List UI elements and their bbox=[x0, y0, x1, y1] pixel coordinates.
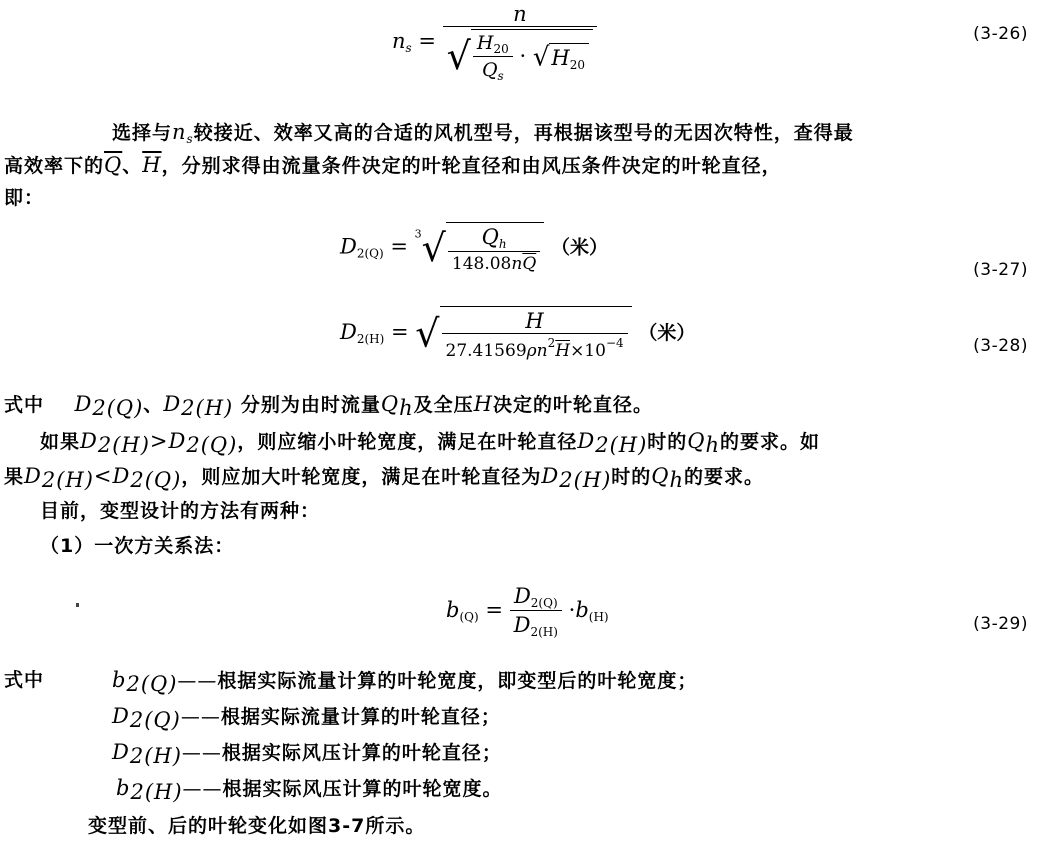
paragraph-if-less: 果D2(H)<D2(Q)，则应加大叶轮宽度，满足在叶轮直径为D2(H)时的Qh的要求。 bbox=[4, 464, 765, 492]
paragraph-method-1: （1）一次方关系法： bbox=[40, 535, 235, 557]
paragraph-fan-selection-line3: 即： bbox=[4, 187, 45, 209]
definition-item: b2(Q)——根据实际流量计算的叶轮宽度，即变型后的叶轮宽度； bbox=[112, 668, 698, 696]
equation-3-27: $D_{2(Q)} = ^3√$ $\frac{Q_h}{148.08n\overline{Q}}$ （米） bbox=[340, 222, 608, 274]
paragraph-figure-reference: 变型前、后的叶轮变化如图3-7所示。 bbox=[88, 815, 426, 837]
paragraph-if-greater: 如果D2(H)>D2(Q)，则应缩小叶轮宽度，满足在叶轮直径D2(H)时的Qh的要求。如 bbox=[40, 429, 821, 457]
paragraph-where-diameters: 式中 D2(Q)、D2(H) 分别为由时流量Qh及全压H决定的叶轮直径。 bbox=[4, 392, 653, 420]
definitions-label: 式中 bbox=[4, 669, 45, 691]
equation-3-29: $b_{(Q)}$ = $\frac{D_{2(Q)}}{D_{2(H)}}$ $\cdot b_{(H)}$ bbox=[446, 584, 609, 639]
equation-3-28: $D_{2(H)}$ = √ $\frac{H}{27.41569\rho n^2\overline{H}\times 10^{-4}}$ （米） bbox=[340, 306, 695, 361]
definition-item: D2(H)——根据实际风压计算的叶轮直径； bbox=[112, 740, 502, 768]
paragraph-fan-selection: 选择与$n_s$较接近、效率又高的合适的风机型号，再根据该型号的无因次特性，查得最 bbox=[112, 120, 854, 146]
equation-number-3-27: (3-27) bbox=[973, 260, 1028, 280]
equation-number-3-29: (3-29) bbox=[973, 614, 1028, 634]
eq326-lhs: n bbox=[392, 29, 406, 53]
equation-number-3-28: (3-28) bbox=[973, 336, 1028, 356]
equation-number-3-26: (3-26) bbox=[973, 24, 1028, 44]
paragraph-methods: 目前，变型设计的方法有两种： bbox=[40, 500, 321, 522]
definition-item: D2(Q)——根据实际流量计算的叶轮直径； bbox=[112, 704, 501, 732]
eq326-fraction: n √ $\frac{H_{20}}{Q_s}$ · $√H_{20}$ bbox=[443, 2, 597, 83]
equation-3-26: $n_s$ = n √ $\frac{H_{20}}{Q_s}$ · $√H_{20}$ bbox=[392, 2, 597, 83]
definition-item: b2(H)——根据实际风压计算的叶轮宽度。 bbox=[116, 776, 503, 804]
paragraph-fan-selection-line2: 高效率下的$\overline{Q}$、$\overline{H}$，分别求得由流量条件决定的叶轮直径和由风压条件决定的叶轮直径， bbox=[4, 153, 782, 177]
speck-mark bbox=[76, 603, 79, 607]
